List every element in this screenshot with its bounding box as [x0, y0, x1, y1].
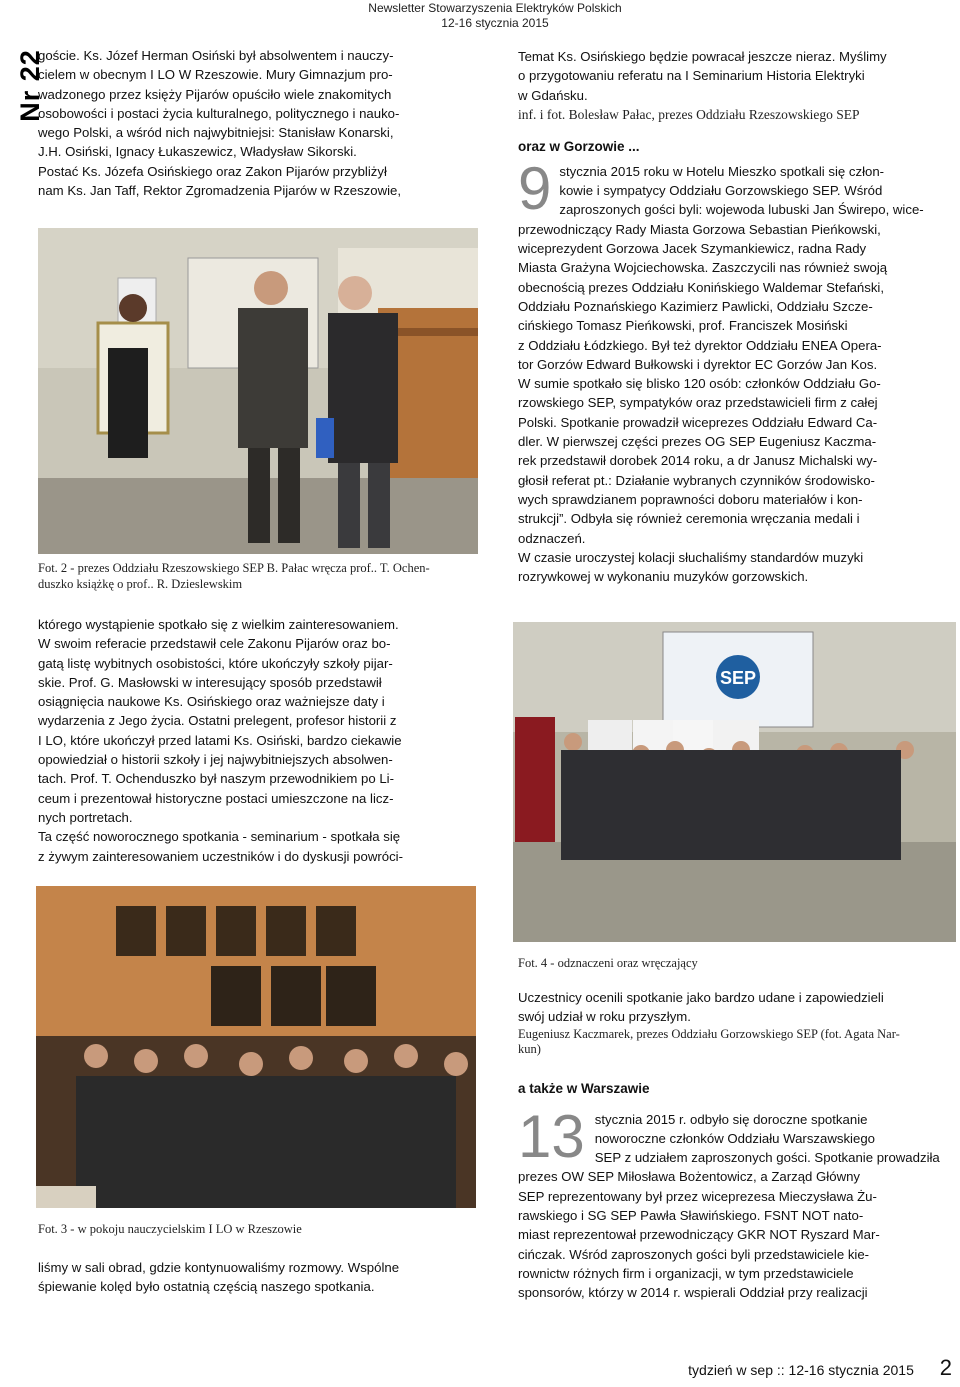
info-rzeszow: inf. i fot. Bolesław Pałac, prezes Oddziału Rzeszowskiego SEP	[518, 106, 860, 122]
issue-number: Nr 22	[14, 49, 45, 122]
right-paragraph-1: Temat Ks. Osińskiego będzie powracał jeszcze nieraz. Myślimy o przygotowaniu referatu na I Seminarium Historia Elektryki w Gdańsku.	[518, 49, 887, 103]
page-footer	[688, 1355, 952, 1381]
page-number: 2	[939, 1355, 952, 1380]
gorzow-paragraph: stycznia 2015 roku w Hotelu Mieszko spotkali się człon- kowie i sympatycy Oddziału Gorzowskiego SEP. Wśród zaproszonych gości byli: wojewoda lubuski Jan Świrepo, wice- przewodniczący Rady Miasta Gorzowa Sebastian Pieńkowski, wiceprezydent Gorzowa Jacek Szymankiewicz, radna Rady Miasta Grażyna Wojciechowska. Zaszczycili nas również swoją obecnością prezes Oddziału Konińskiego Waldemar Stefański, Oddziału Poznańskiego Kazimierz Pawlicki, Oddziału Szcze- cińskiego Tomasz Pieńkowski, prof. Franciszek Mosiński z Oddziału Łódzkiego. Był też dyrektor Oddziału ENEA Opera- tor Gorzów Edward Bułkowski i dyrektor EC Gorzów Jan Kos. W sumie spotkało się blisko 120 osób: członków Oddziału Go- rzowskiego SEP, sympatyków oraz przedstawicieli firm z całej Polski. Spotkanie prowadził wiceprezes Oddziału Edward Ca- dler. W pierwszej części prezes OG SEP Eugeniusz Kaczma- rek przedstawił dorobek 2014 roku, a dr Janusz Michalski wy- głosił referat pt.: Działanie wybranych czynników środowisko- wych sprawdzianem poprawności doboru materiałów i kon- strukcji”. Odbyła się również ceremonia wręczania medali i odznaczeń. W czasie uroczystej kolacji słuchaliśmy standardów muzyki rozrywkowej w wykonaniu muzyków gorzowskich.	[518, 163, 924, 585]
newsletter-header	[0, 0, 960, 31]
left-column	[38, 46, 474, 200]
photo-3-caption: Fot. 3 - w pokoju nauczycielskim I LO w Rzeszowie	[38, 1222, 302, 1236]
left-paragraph-2: którego wystąpienie spotkało się z wielkim zainteresowaniem. W swoim referacie przedstawił cele Zakonu Pijarów oraz bo- gatą listę wybitnych osobistości, które ukończyły szkoły pijar- skie. Prof. G. Masłowski w interesujący sposób przedstawił osiągnięcia naukowe Ks. Osińskiego oraz ważniejsze daty i wydarzenia z Jego życia. Ostatni prelegent, profesor historii z I LO, które ukończył przed latami Ks. Osiński, bardzo ciekawie opowiedział o historii szkoły i jej najwybitniejszych absolwen- tach. Prof. T. Ochenduszko był naszym przewodnikiem po Li- ceum i prezentował historyczne postaci umieszczone na licz- nych portretach. Ta część noworocznego spotkania - seminarium - spotkała się z żywym zainteresowaniem uczestników i do dyskusji powróci-	[38, 617, 403, 864]
photo-3	[36, 886, 476, 1208]
gorzow-block	[518, 154, 954, 587]
newsletter-title: Newsletter Stowarzyszenia Elektryków Polskich	[368, 1, 622, 15]
right-lower	[518, 988, 954, 1303]
left-paragraph-2-wrap	[38, 615, 474, 866]
right-column	[518, 47, 954, 586]
left-paragraph-1: goście. Ks. Józef Herman Osiński był absolwentem i nauczy- cielem w obecnym I LO W Rzeszowie. Mury Gimnazjum pro- wadzonego przez księży Pijarów opuściło wiele znakomitych osobowości i postaci życia kulturalnego, politycznego i nauko- wego Polski, a wśród nich najwybitniejsi: Stanisław Konarski, J.H. Osiński, Ignacy Łukaszewicz, Władysław Sikorski. Postać Ks. Józefa Osińskiego oraz Zakon Pijarów przybliżył nam Ks. Jan Taff, Rektor Zgromadzenia Pijarów w Rzeszowie,	[38, 48, 402, 199]
left-paragraph-3: liśmy w sali obrad, gdzie kontynuowaliśmy rozmowy. Wspólne śpiewanie kolęd było ostatnią częścią naszego spotkania.	[38, 1260, 400, 1295]
heading-gorzow: oraz w Gorzowie ...	[518, 138, 640, 154]
caption-3-wrap	[38, 1222, 474, 1238]
dropcap-gorzow: 9	[518, 154, 552, 222]
photo-4-caption: Fot. 4 - odznaczeni oraz wręczający	[518, 956, 698, 970]
photo-2	[38, 228, 478, 554]
warszawa-block	[518, 1102, 954, 1303]
right-paragraph-4: Uczestnicy ocenili spotkanie jako bardzo udane i zapowiedzieli swój udział w roku przyszłym.	[518, 990, 884, 1025]
left-paragraph-3-wrap	[38, 1258, 474, 1297]
photo-2-caption: Fot. 2 - prezes Oddziału Rzeszowskiego SEP B. Pałac wręcza prof.. T. Ochen- duszko książkę o prof.. R. Dzieslewskim	[38, 561, 430, 591]
caption-4-wrap	[518, 956, 954, 972]
heading-warszawa: a także w Warszawie	[518, 1080, 650, 1096]
svg-text:SEP: SEP	[719, 668, 757, 688]
newsletter-date: 12-16 stycznia 2015	[441, 16, 549, 30]
caption-2-wrap	[38, 561, 474, 592]
dropcap-warszawa: 13	[518, 1102, 585, 1170]
photo-4	[513, 622, 956, 942]
footer-label: tydzień w sep :: 12-16 stycznia 2015	[688, 1362, 914, 1378]
warszawa-paragraph: stycznia 2015 r. odbyło się doroczne spotkanie noworoczne członków Oddziału Warszawskiego SEP z udziałem zaproszonych gości. Spotkanie prowadziła prezes OW SEP Miłosława Bożentowicz, a Zarząd Główny SEP reprezentowany był przez wiceprezesa Mieczysława Żu- rawskiego i SG SEP Pawła Sławińskiego. FSNT NOT nato- miast reprezentował przewodniczący GKR NOT Ryszard Mar- cińczak. Wśród zaproszonych gości byli przedstawiciele kie- rownictw różnych firm i organizacji, w tym przedstawiciele sponsorów, którzy w 2014 r. wspierali Oddział przy realizacji	[518, 1111, 940, 1301]
info-gorzow: Eugeniusz Kaczmarek, prezes Oddziału Gorzowskiego SEP (fot. Agata Nar- kun)	[518, 1026, 900, 1057]
